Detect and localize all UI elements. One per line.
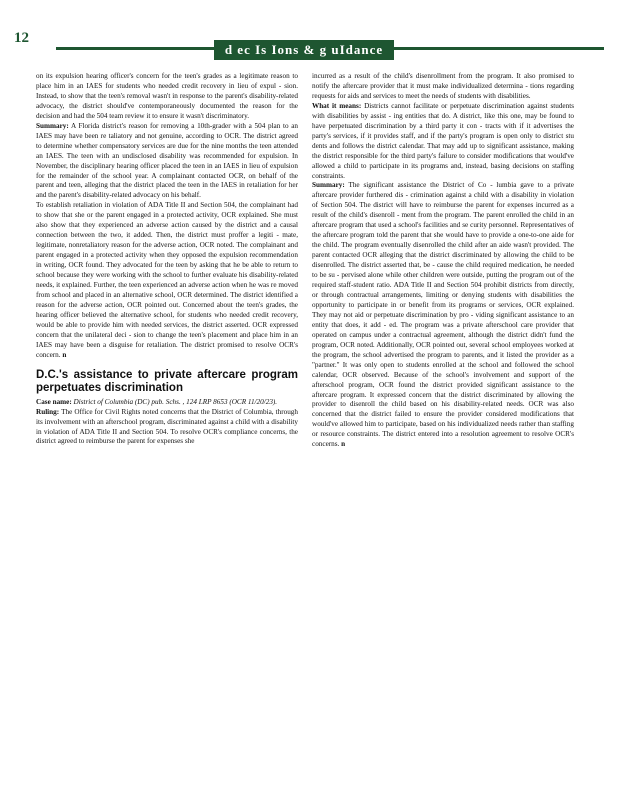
page-number: 12 <box>14 30 29 46</box>
article-paragraph <box>36 201 298 360</box>
end-mark: n <box>341 440 346 449</box>
article-paragraph: on its expulsion hearing officer's concern for the teen's grades as a legitimate reason to place him in an IAES for students who needed credit recovery in lieu of expul - sion. Instead, to show that the teen's removal wasn't in response to the parent's disability-related advocacy, the district should've contemporaneously documented the reason for the decision and had the 504 team review it to ensure it wasn't discriminatory. <box>36 72 298 120</box>
summary-paragraph <box>312 181 574 450</box>
article-headline: D.C.'s assistance to private aftercare program perpetuates discrimination <box>36 368 298 394</box>
what-it-means-text: Districts cannot facilitate or perpetuate discrimination against students with disabilities by assist - ing entities that do. A district, like this one, may be found to have perpetuated discrimination by a third party it con - tracts with if it advertises the party's services, if it provides staff, and if the party's program is open only to district stu dents and follows the district calendar. That may add up to significant assistance, making the district responsible for the third party's failure to consider modifications that would've allowed a child to participate in its programs and, instead, basing decisions on staffing constraints. <box>312 101 575 180</box>
what-it-means-paragraph <box>312 102 574 182</box>
what-it-means-label: What it means: <box>312 101 362 110</box>
case-name: District of Columbia (DC) pub. Schs. , 124 LRP 8653 (OCR 11/20/23). <box>73 397 278 406</box>
article-text: To establish retaliation in violation of ADA Title II and Section 504, the complainant had to show that she or the parent engaged in a protected activity, OCR explained. She must also show that they experienced an adverse action caused by the district and a causal connection between the two, it added. Then, the district must proffer a legiti - mate, legitimate, nonretaliatory reason for the adverse action, OCR noted. The complainant and parent engaged in a protected activity when they opposed the expulsion recommendation in writing, OCR found. They advocated for the teen by asking that he be able to return to school because they were working with the school to further evaluate his disability-related needs, it explained. Further, the teen experienced an adverse action when he was re moved from school and placed in an alternative school, OCR determined. The district identified a reason for the adverse action, OCR pointed out. Concerned about the teen's grades, the hearing officer believed the alternative school, for students who needed credit recovery, would be able to provide him with needed services, the district asserted. OCR expressed concern that the unilateral deci - sion to change the teen's placement and place him in an IAES may have been a disguise for retaliation. The district promised to resolve OCR's concern. <box>36 201 298 359</box>
left-column <box>36 72 298 447</box>
ruling-label: Ruling: <box>36 407 60 416</box>
summary-label: Summary: <box>36 121 69 130</box>
section-title: d ec Is Ions & g uIdance <box>214 40 394 60</box>
case-citation <box>36 398 298 408</box>
ruling-text: The Office for Civil Rights noted concerns that the District of Columbia, through its involvement with an afterschool program, discriminated against a child with a disability in violation of ADA Title II and Section 504. To resolve OCR's compliance concerns, the district agreed to reimburse the parent for expenses she <box>36 407 298 446</box>
article-paragraph <box>36 122 298 202</box>
end-mark: n <box>62 350 67 359</box>
summary-text: The significant assistance the District of Co - lumbia gave to a private aftercare provider furthered dis - crimination against a child with a disability in violation of Section 504. The district will have to reimburse the parent for expenses incurred as a result of the child's disenroll - ment from the program. The parent enrolled the child in an aftercare program that used a school's facilities and se curity personnel. Representatives of the aftercare program told the parent that she would have to provide a one-to-one aide for the child. The program eventually disenrolled the child after an aide wasn't provided. The parent contacted OCR alleging that the district discriminated by allowing the child to be disenrolled. The district asserted that, be - cause the child required medication, he needed to be su - pervised alone while other children were outside, putting the program out of the required staff-student ratio. ADA Title II and Section 504 prohibit districts from directly, or through contractual arrangements, limiting or denying students with disabilities the opportunity to participate in or benefit from its programs or services, OCR explained. They may not aid or perpetuate discrimination by pro - viding significant assistance to an entity that does, it add - ed. The program was a private afterschool care provider that operated on campus under a contractual agreement, although the district didn't fund the program, OCR noted. Additionally, OCR pointed out, several school employees worked at the program, the school advertised the program to parents, and it listed the provider as a "partner." It was only open to students enrolled at the school and followed the school calendar, OCR observed. Because of the school's involvement and support of the afterschool program, OCR found the district provided significant assistance to the aftercare program. It expressed concern that the district discriminated by allowing the provider to disenroll the child based on his disability-related needs. OCR was also concerned that the district failed to ensure the provider considered modifications that would've allowed him to participate, based on his individualized needs rather than staffing or resource constraints. The district entered into a resolution agreement to resolve OCR's concerns. <box>312 181 574 449</box>
case-label: Case name: <box>36 397 72 406</box>
right-column <box>312 72 574 450</box>
summary-text: A Florida district's reason for removing a 10th-grader with a 504 plan to an IAES may have been re taliatory and not genuine, according to OCR. The district agreed to determine whether compensatory services are due for the nine months the teen attended an IAES. The teen with an undisclosed disability was recommended for expulsion. In November, the disciplinary hearing officer placed the teen in an IAES in lieu of expulsion for the remainder of the school year. A complainant contacted OCR, on behalf of the parent and teen, alleging that the district placed the teen in the IAES in retaliation for her and the parent's disability-related advocacy on his behalf. <box>36 121 298 200</box>
summary-label: Summary: <box>312 181 345 190</box>
ruling-paragraph <box>36 408 298 448</box>
article-paragraph: incurred as a result of the child's disenrollment from the program. It also promised to notify the aftercare provider that it must make individualized determina - tions regarding requests for aids and services to meet the needs of students with disabilities. <box>312 72 574 100</box>
